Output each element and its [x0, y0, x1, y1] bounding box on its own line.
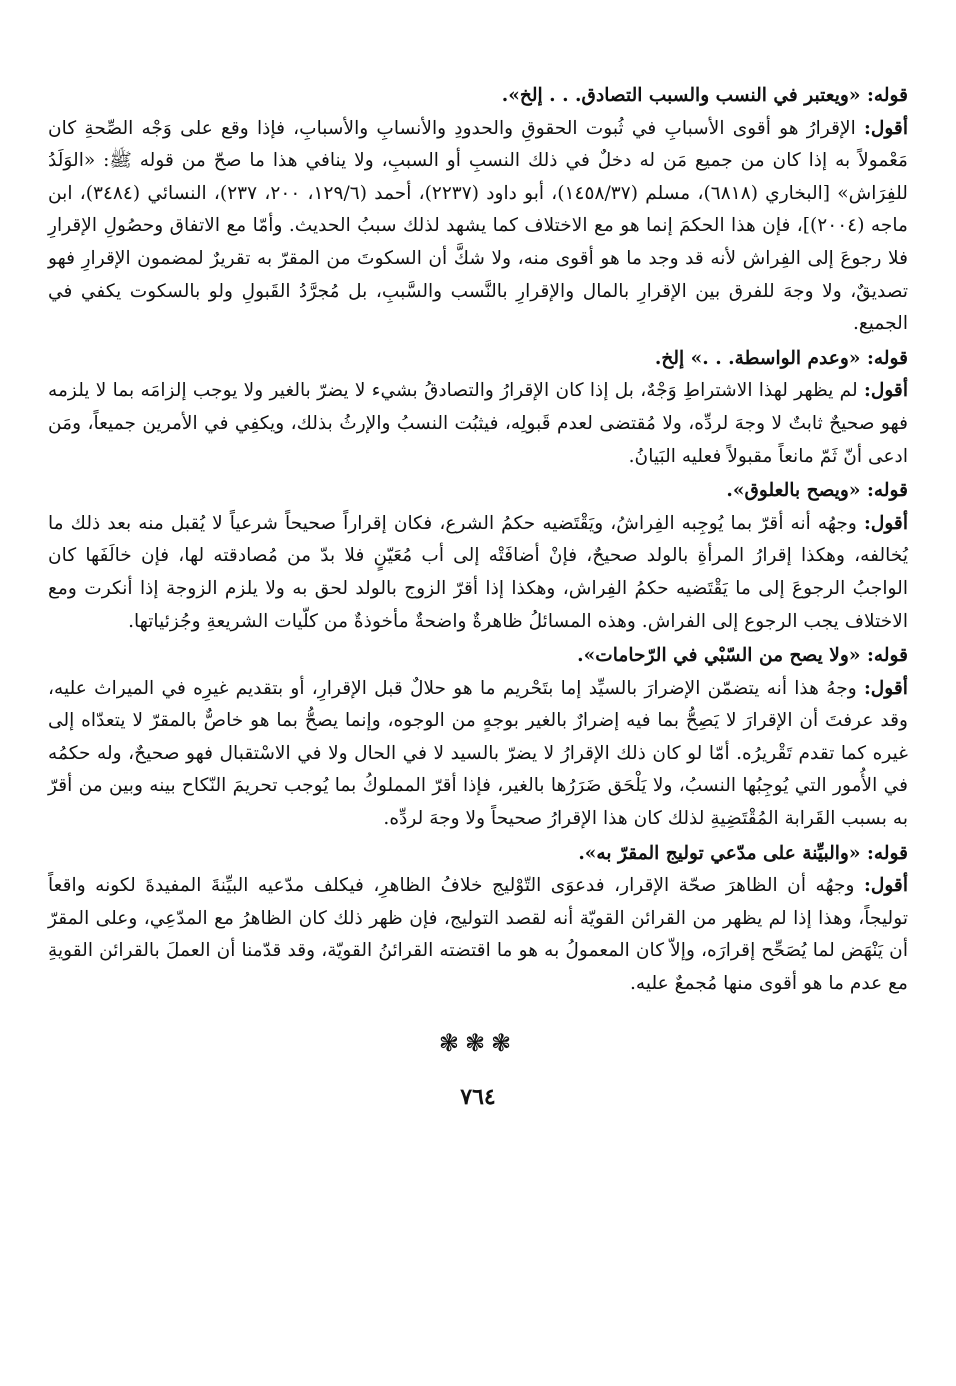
- quoted-text: «ويعتبر في النسب والسبب التصادق. . . إلخ».: [501, 85, 861, 106]
- section-separator: ❃❃❃: [438, 1028, 518, 1057]
- aqulu-label: أقول:: [863, 380, 908, 402]
- aqulu-label: أقول:: [863, 875, 908, 897]
- quoted-text: «ولا يصح من السّبْي في الرّحامات».: [577, 645, 861, 667]
- section-heading: [48, 80, 908, 113]
- commentary-paragraph: [48, 508, 908, 638]
- commentary-text: وجهُه أن الظاهرَ صحّة الإقرار، فدعوَى التّوْليج خلافُ الظاهرِ، فيكلف مدّعيه البيِّنةَ المفيدةَ لكونه واقعاً توليجاً، وهذا إذا لم يظهر من القرائن القويّة أنه لقصد التوليج، فإن ظهر ذلك كان الظاهرُ مع المدّعِي، وعلى المقرّ أن يَنْهَض لما يُصَحِّح إقرارَه، وإلاّ كان المعمولُ به هو ما اقتضته القرائنُ القويّة، وقد قدّمنا أن العملَ بالقرائن القويةِ مع عدم ما هو أقوى منها مُجمعٌ عليه.: [48, 875, 908, 995]
- commentary-paragraph: [48, 673, 908, 836]
- commentary-paragraph: [48, 375, 908, 473]
- commentary-text: وجهُ هذا أنه يتضمّن الإضرارَ بالسيِّد إما بتَحْريم ما هو حلالٌ قبل الإقرارِ، أو بتقديم غيرِه في الميراث عليه، وقد عرفتَ أن الإقرارَ لا يَصِحُّ بما فيه إضرارٌ بالغير بوجهٍ من الوجوه، وإنما يصحُّ بما هو خاصٌّ بالمقرّ لا يتعدّاه إلى غيره كما تقدم تَقْريرُه. أمّا لو كان ذلك الإقرارُ لا يضرّ بالسيد لا في الحال ولا في الاسْتقبال فهو صحيحٌ، وله حكمُه في الأُمور التي يُوجِبُها النسبُ، ولا يَلْحَق ضَرَرُها بالغير، فإذا أقرّ المملوكُ بما يُوجب تحريمَ النّكاح بينه وبين من أقرّ به بسبب القَرابة المُقْتَضِيةِ لذلك كان هذا الإقرارُ صحيحاً ولا وجهَ لردِّه.: [48, 677, 908, 830]
- commentary-text: الإقرارُ هو أقوى الأسبابِ في ثُبوت الحقوقِ والحدودِ والأنسابِ والأسبابِ، فإذا وقع على وَجْه الصِّحةِ كان مَعْمولاً به إذا كان من جميع مَن له دخلٌ في ذلك النسبِ أو السببِ، ولا ينافي هذا ما صحّ من قوله ﷺ: «الوَلَدُ للفِرَاش» [البخاري (٦٨١٨)، مسلم (١٤٥٨/٣٧)، أبو داود (٢٢٣٧)، أحمد (١٢٩/٦، ٢٠٠، ٢٣٧)، النسائي (٣٤٨٤)، ابن ماجه (٢٠٠٤)]، فإن هذا الحكمَ إنما هو مع الاختلاف كما يشهد لذلك سببُ الحديث. وأمّا مع الاتفاق وحصُولِ الإقرارِ فلا رجوعَ إلى الفِراش لأنه قد وجد ما هو أقوى منه، ولا شكَّ أن السكوتَ من المقرّ به تقريرٌ لمضمون الإقرارِ فهو تصديقٌ، ولا وجهَ للفرق بين الإقرارِ بالمال والإقرارِ بالنَّسب والسَّببِ، بل مُجرَّدُ القَبولِ ولو بالسكوت يكفي في الجميع.: [48, 117, 908, 335]
- quoted-text: «ويصح بالعلوق».: [726, 480, 861, 502]
- quoted-text: «وعدم الواسطة. . .» إلخ.: [654, 347, 861, 369]
- qawluhu-label: قوله:: [867, 842, 908, 864]
- quoted-text: «والبيِّنة على مدّعي توليج المقرّ به».: [578, 842, 861, 864]
- aqulu-label: أقول:: [863, 117, 908, 139]
- commentary-text: لم يظهر لهذا الاشتراطِ وَجْهٌ، بل إذا كان الإقرارُ والتصادقُ بشيء لا يضرّ بالغير ولا يوجب إلزامَه بما لا يلزمه فهو صحيحٌ ثابتٌ لا وجهَ لردِّه، ولا مُقتضى لعدم قَبولِه، فيثبُت النسبُ والإرثُ بذلك، ويكفِي في الأمرين جميعاً، ومَن ادعى أنّ ثَمّ مانعاً مقبولاً فعليه البَيانُ.: [48, 380, 908, 467]
- commentary-paragraph: [48, 113, 908, 341]
- aqulu-label: أقول:: [863, 677, 908, 699]
- qawluhu-label: قوله:: [867, 85, 908, 106]
- qawluhu-label: قوله:: [867, 480, 908, 502]
- section-heading: [48, 343, 908, 376]
- section-heading: [48, 838, 908, 871]
- section-heading: [48, 640, 908, 673]
- aqulu-label: أقول:: [863, 512, 908, 534]
- qawluhu-label: قوله:: [867, 347, 908, 369]
- page-number: ٧٦٤: [460, 1084, 496, 1111]
- page-body: [48, 80, 908, 1114]
- section-heading: [48, 475, 908, 508]
- qawluhu-label: قوله:: [867, 645, 908, 667]
- commentary-text: وجهُه أنه أقرّ بما يُوجِبه الفِراشُ، ويَقْتَضيه حكمُ الشرع، فكان إقراراً صحيحاً شرعياً لا يُقبل منه بعد ذلك ما يُخالفه، وهكذا إقرارُ المرأةِ بالولد صحيحٌ، فإنْ أضافَتْه إلى أب مُعَيّنٍ فلا بدّ من مُصادقته لها، فإن خالَفَها كان الواجبُ الرجوعَ إلى ما يَقْتَضيه حكمُ الفِراش، وهكذا إذا أقرّ الزوج بالولد لحق به ولا يلزم الزوجة إذا أنكرت ومع الاختلاف يجب الرجوع إلى الفراش. وهذه المسائلُ ظاهرةٌ واضحةٌ مأخوذةٌ من كلّيات الشريعةِ وجُزئياتها.: [48, 512, 908, 632]
- commentary-paragraph: [48, 870, 908, 1000]
